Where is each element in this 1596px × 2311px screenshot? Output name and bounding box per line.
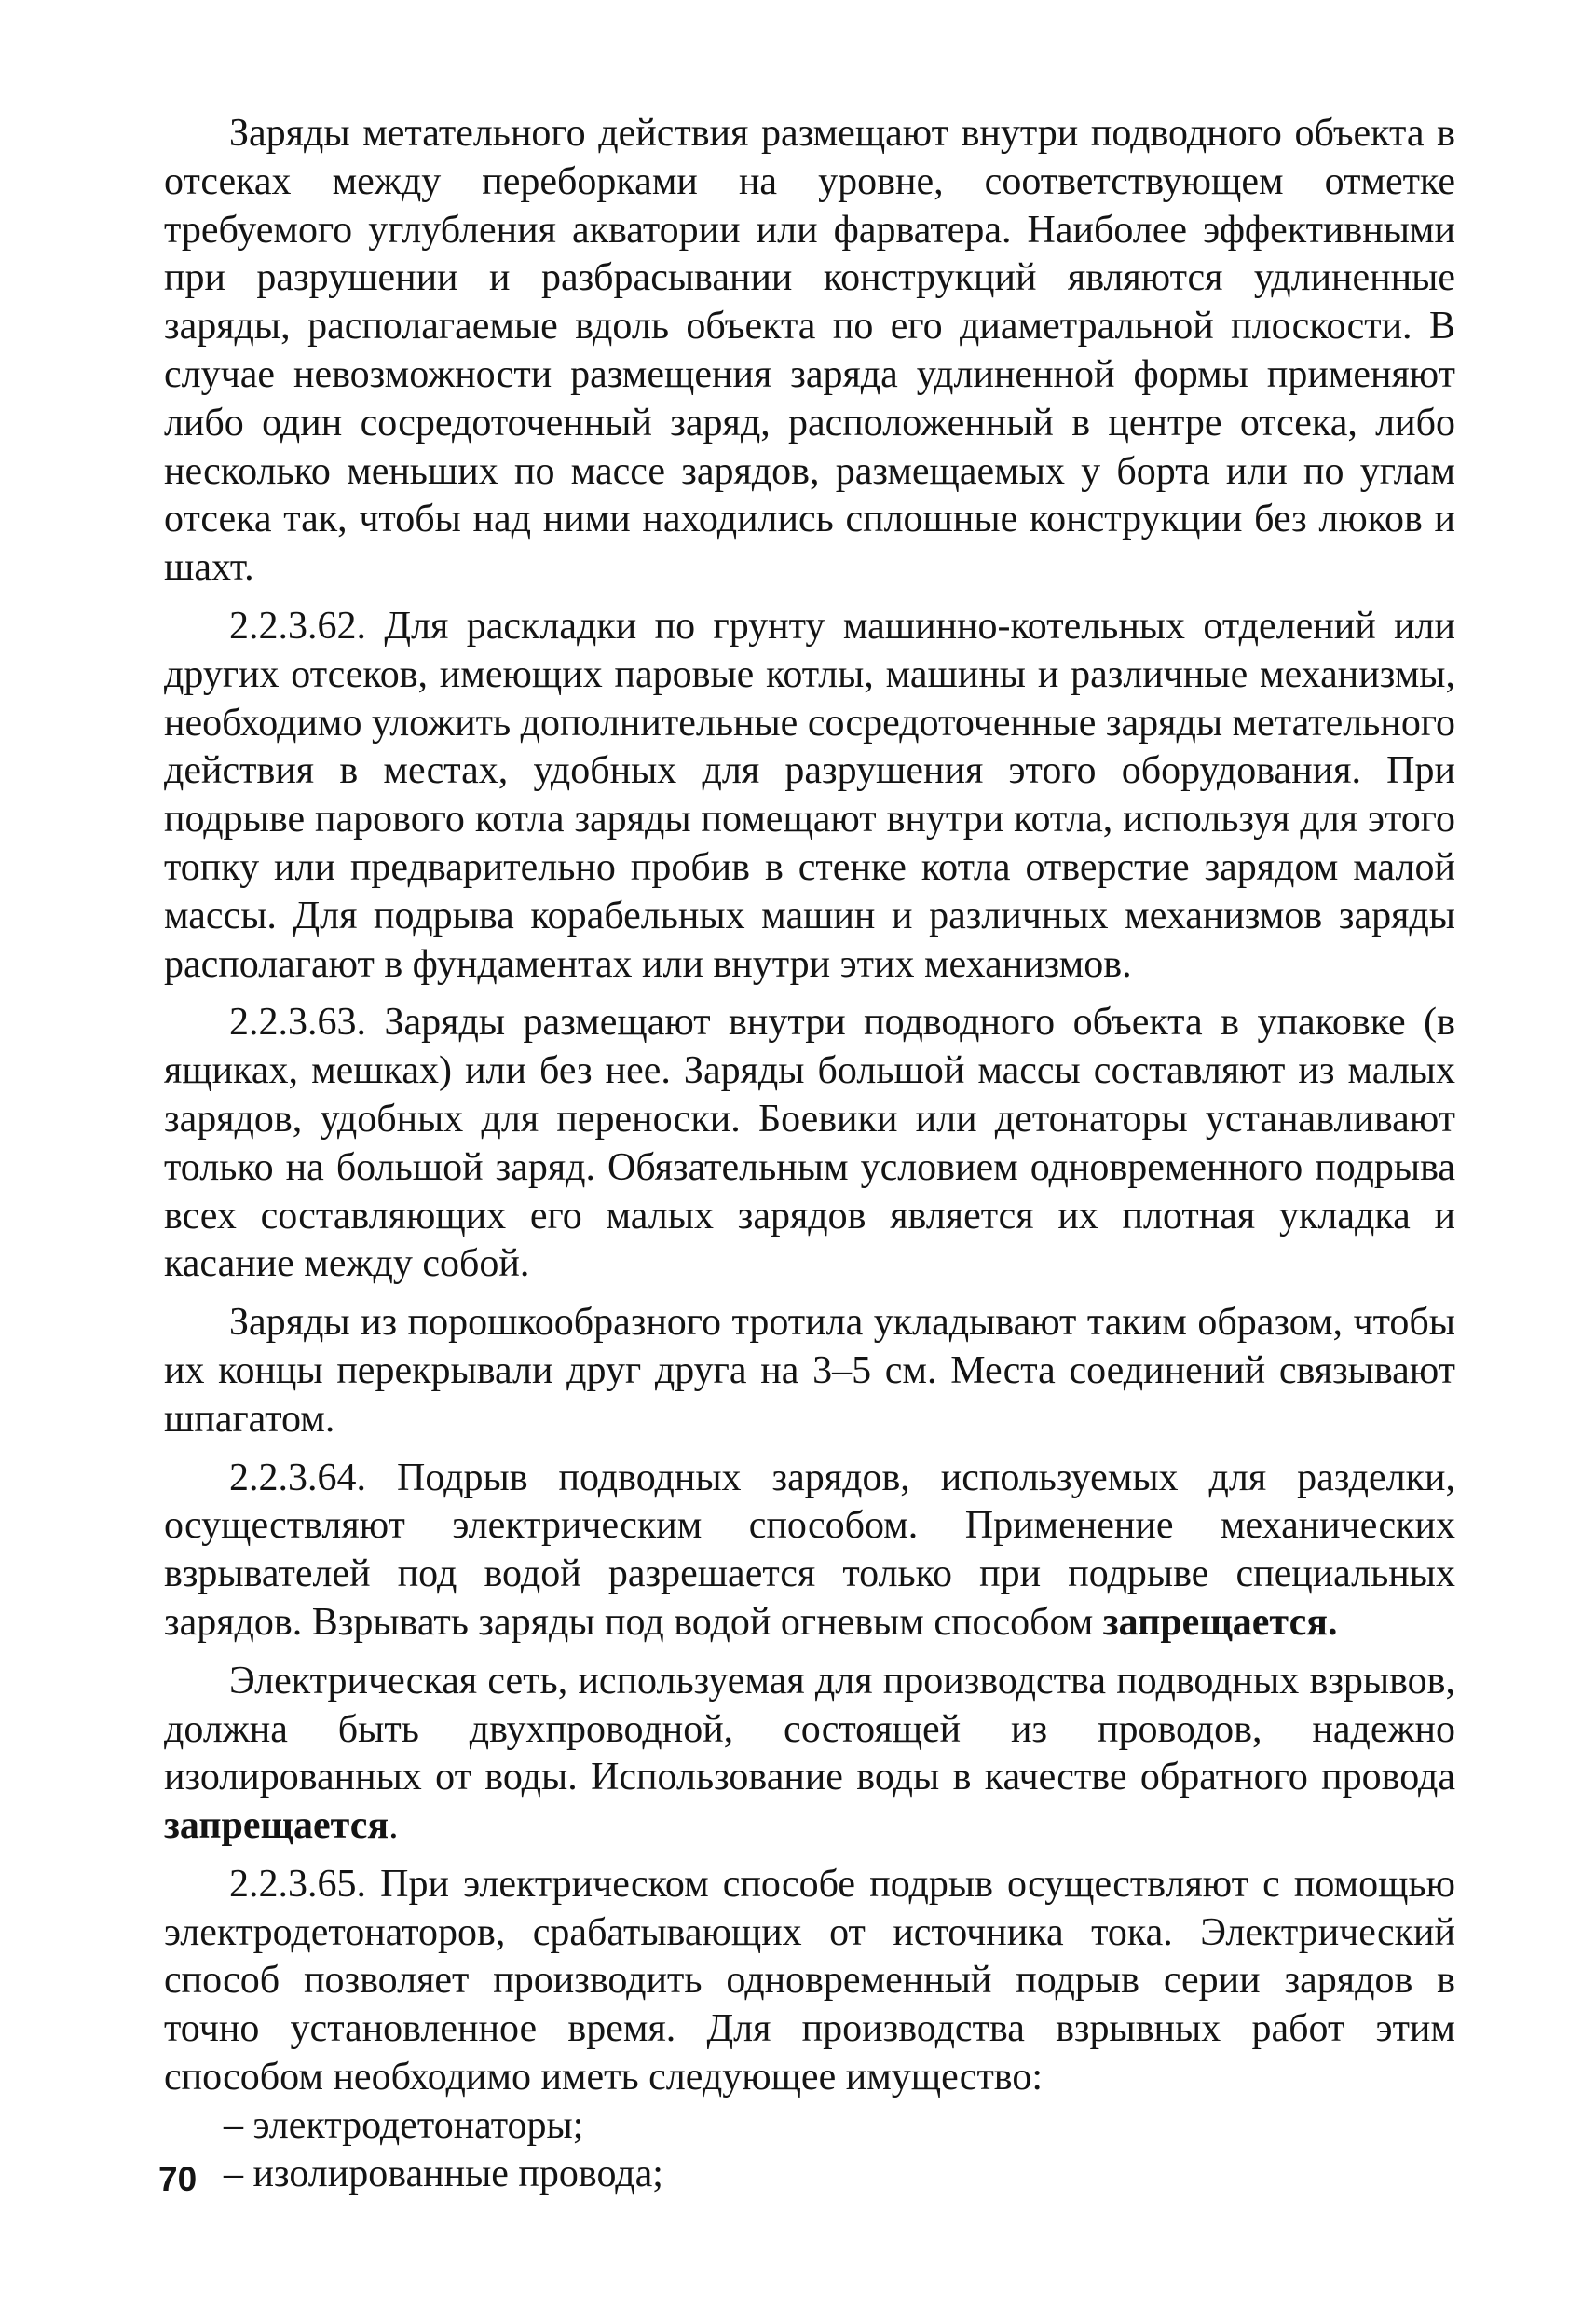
paragraph-text: 2.2.3.62. Для раскладки по грунту машинно-котельных отделений или других отсеков, имеющих паровые котлы, машины и различные механизмы, необходимо уложить дополнительные сосредоточенные заряды метательного действия в местах, удобных для разрушения этого оборудования. При подрыве парового котла заряды помещают внутри котла, используя для этого топку или предварительно пробив в стенке котла отверстие зарядом малой массы. Для подрыва корабельных машин и различных механизмов заряды располагают в фундаментах или внутри этих механизмов. bbox=[164, 604, 1455, 986]
paragraph-text: 2.2.3.63. Заряды размещают внутри подводного объекта в упаковке (в ящиках, мешках) или без нее. Заряды большой массы составляют из малых зарядов, удобных для переноски. Боевики или детонаторы устанавливают только на большой заряд. Обязательным условием одновременного подрыва всех составляющих его малых зарядов является их плотная укладка и касание между собой. bbox=[164, 1001, 1455, 1286]
paragraph-text: 2.2.3.64. Подрыв подводных зарядов, используемых для разделки, осуществляют электрическим способом. Применение механических взрывателей под водой разрешается только при подрыве специальных зарядов. Взрывать заряды под водой огневым способом bbox=[164, 1456, 1455, 1644]
prohibition-emphasis: запрещается bbox=[164, 1804, 389, 1848]
list-item bbox=[164, 2151, 1455, 2199]
paragraph-text: Заряды из порошкообразного тротила укладывают таким образом, чтобы их концы перекрывали друг друга на 3–5 см. Места соединений связывают шпагатом. bbox=[164, 1301, 1455, 1441]
paragraph-text: Электрическая сеть, используемая для производства подводных взрывов, должна быть двухпроводной, состоящей из проводов, надежно изолированных от воды. Использование воды в качестве обратного провода bbox=[164, 1659, 1455, 1799]
paragraph-3-section-2-2-3-63 bbox=[164, 999, 1455, 1289]
paragraph-end-punct: . bbox=[1327, 1600, 1338, 1644]
paragraph-1 bbox=[164, 110, 1455, 593]
body-text bbox=[164, 110, 1455, 2198]
paragraph-text: Заряды метательного действия размещают внутри подводного объекта в отсеках между переборками на уровне, соответствующем отметке требуемого углубления акватории или фарватера. Наиболее эффективными при разрушении и разбрасывании конструкций являются удлиненные заряды, располагаемые вдоль объекта по его диаметральной плоскости. В случае невозможности размещения заряда удлиненной формы применяют либо один сосредоточенный заряд, расположенный в центре отсека, либо несколько меньших по массе зарядов, размещаемых у борта или по углам отсека так, чтобы над ними находились сплошные конструкции без люков и шахт. bbox=[164, 112, 1455, 590]
prohibition-emphasis: запрещается bbox=[1102, 1600, 1328, 1644]
paragraph-7-section-2-2-3-65 bbox=[164, 1861, 1455, 2102]
page-number: 70 bbox=[158, 2160, 198, 2198]
list-item-text: – электродетонаторы; bbox=[224, 2103, 584, 2147]
list-item-text: – изолированные провода; bbox=[224, 2152, 663, 2195]
paragraph-2-section-2-2-3-62 bbox=[164, 603, 1455, 989]
paragraph-end-punct: . bbox=[389, 1804, 399, 1848]
paragraph-6 bbox=[164, 1658, 1455, 1851]
paragraph-text: 2.2.3.65. При электрическом способе подрыв осуществляют с помощью электродетонаторов, срабатывающих от источника тока. Электрический способ позволяет производить одновременный подрыв серии зарядов в точно установленное время. Для производства взрывных работ этим способом необходимо иметь следующее имущество: bbox=[164, 1862, 1455, 2099]
list-item bbox=[164, 2102, 1455, 2151]
paragraph-4 bbox=[164, 1299, 1455, 1443]
paragraph-5-section-2-2-3-64 bbox=[164, 1455, 1455, 1648]
